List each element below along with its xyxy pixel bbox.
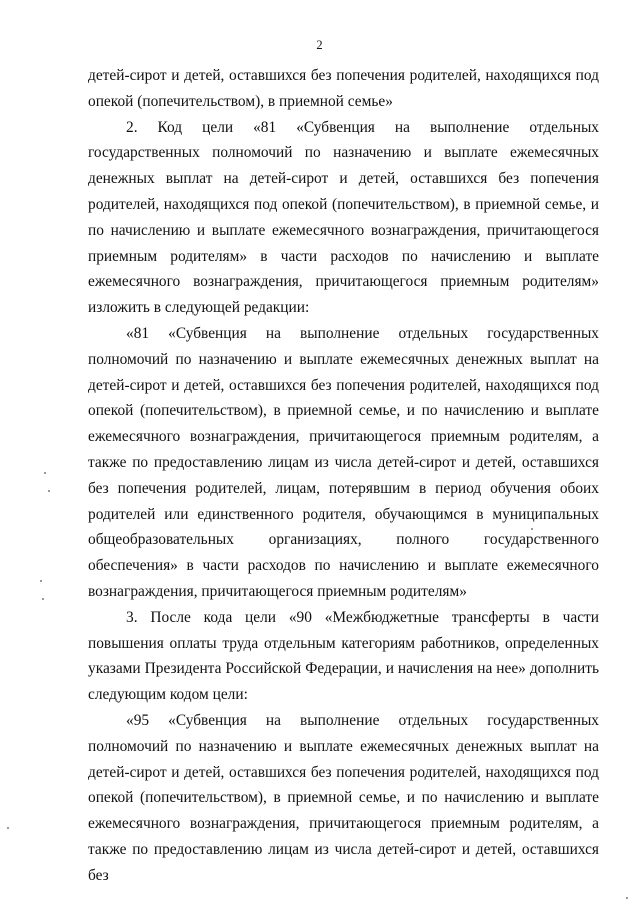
scan-speck xyxy=(42,598,44,600)
paragraph-item-3: 3. После кода цели «90 «Межбюджетные трансферты в части повышения оплаты труда отдельным категориям работников, определенных указами Президента Российской Федерации, и начисления на нее» дополнить следующим кодом цели: xyxy=(88,608,599,704)
paragraph-item-2: 2. Код цели «81 «Субвенция на выполнение отдельных государственных полномочий по назначению и выплате ежемесячных денежных выплат на детей-сирот и детей, оставшихся без попечения родителей, находящихся под опекой (попечительством), в приемной семье, и по начислению и выплате ежемесячного вознаграждения, причитающегося приемным родителям» в части расходов по начислению и выплате ежемесячного вознаграждения, причитающегося приемным родителям» изложить в следующей редакции: xyxy=(88,118,599,317)
page-number: 2 xyxy=(316,38,323,52)
scan-speck xyxy=(7,827,9,829)
paragraph-new-code-95: «95 «Субвенция на выполнение отдельных государственных полномочий по назначению и выплате ежемесячных денежных выплат на детей-сирот и детей, оставшихся без попечения родителей, находящихся под опекой (попечительством), в приемной семье, и по начислению и выплате ежемесячного вознаграждения, причитающегося приемным родителям, а также по предоставлению лицам из числа детей-сирот и детей, оставшихся без xyxy=(88,711,599,884)
scan-speck xyxy=(40,580,42,582)
scan-speck xyxy=(626,897,628,899)
paragraph-new-wording-81: «81 «Субвенция на выполнение отдельных государственных полномочий по назначению и выплате ежемесячных денежных выплат на детей-сирот и детей, оставшихся без попечения родителей, находящихся под опекой (попечительством), в приемной семье, и по начислению и выплате ежемесячного вознаграждения, причитающегося приемным родителям, а также по предоставлению лицам из числа детей-сирот и детей, оставшихся без попечения родителей, лицам, потерявшим в период обучения обоих родителей или единственного родителя, обучающимся в муниципальных общеобразовательных организациях, полного государственного обеспечения» в части расходов по начислению и выплате ежемесячного вознаграждения, причитающегося приемным родителям» xyxy=(88,324,599,600)
scan-speck xyxy=(48,490,50,492)
document-body xyxy=(88,63,599,889)
scan-speck xyxy=(531,528,533,530)
scan-speck xyxy=(44,472,46,474)
paragraph-continuation: детей-сирот и детей, оставшихся без попечения родителей, находящихся под опекой (попечительством), в приемной семье» xyxy=(88,67,599,110)
